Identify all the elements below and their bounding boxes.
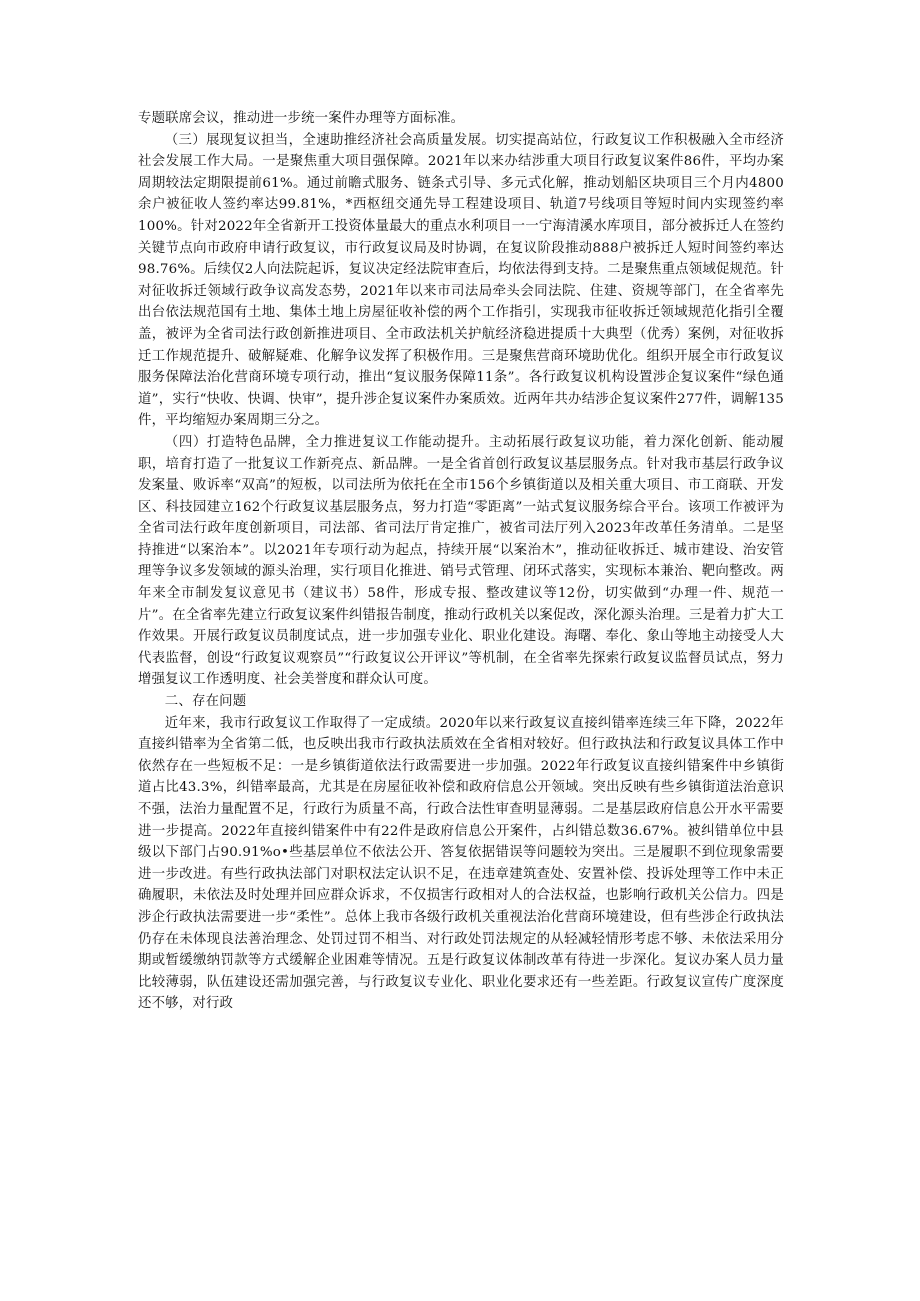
paragraph-continuation: 专题联席会议，推动进一步统一案件办理等方面标准。 (138, 111, 465, 126)
section-heading-existing-problems: 二、存在问题 (164, 694, 247, 710)
paragraph-section-3: （三）展现复议担当，全速助推经济社会高质量发展。切实提高站位，行政复议工作积极融入全市经济社会发展工作大局。一是聚焦重大项目强保障。2021年以来办结涉重大项目行政复议案件86件，平均办案周期较法定期限提前61%。通过前瞻式服务、链条式引导、多元式化解，推动划船区块项目三个月内4800余户被征收人签约率达99.81%，*西枢纽交通先导工程建设项目、轨道7号线项目等短时间内实现签约率100%。针对2022年全省新开工投资体量最大的重点水利项目一一宁海清溪水库项目，部分被拆迁人在签约关键节点向市政府申请行政复议，市行政复议局及时协调，在复议阶段推动888户被拆迁人短时间签约率达98.76%。后续仅2人向法院起诉，复议决定经法院审查后，均依法得到支持。二是聚焦重点领域促规范。针对征收拆迁领域行政争议高发态势，2021年以来市司法局牵头会同法院、住建、资规等部门，在全省率先出台依法规范国有土地、集体土地上房屋征收补偿的两个工作指引，实现我市征收拆迁领域规范化指引全覆盖，被评为全省司法行政创新推进项目、全市政法机关护航经济稳进提质十大典型（优秀）案例，对征收拆迁工作规范提升、破解疑难、化解争议发挥了积极作用。三是聚焦营商环境助优化。组织开展全市行政复议服务保障法治化营商环境专项行动，推出“复议服务保障11条”。各行政复议机构设置涉企复议案件“绿色通道”，实行“快收、快调、快审”，提升涉企复议案件办案质效。近两年共办结涉企复议案件277件，调解135件，平均缩短办案周期三分之。 (138, 132, 784, 429)
paragraph-section-4: （四）打造特色品牌，全力推进复议工作能动提升。主动拓展行政复议功能，着力深化创新、能动履职，培育打造了一批复议工作新亮点、新品牌。一是全省首创行政复议基层服务点。针对我市基层行政争议发案量、败诉率“双高”的短板，以司法所为依托在全市156个乡镇街道以及相关重大项目、市工商联、开发区、科技园建立162个行政复议基层服务点，努力打造“零距离”一站式复议服务综合平台。该项工作被评为全省司法行政年度创新项目，司法部、省司法厅肯定推广，被省司法厅列入2023年改革任务清单。二是坚持推进“以案治本”。以2021年专项行动为起点，持续开展“以案治木”，推动征收拆迁、城市建设、治安管理等争议多发领域的源头治理，实行项目化推进、销号式管理、闭环式落实，实现标本兼治、靶向整改。两年来全市制发复议意见书（建议书）58件，形成专报、整改建议等12份，切实做到“办理一件、规范一片”。在全省率先建立行政复议案件纠错报告制度，推动行政机关以案促改，深化源头治理。三是着力扩大工作效果。开展行政复议员制度试点，进一步加强专业化、职业化建设。海曙、奉化、象山等地主动接受人大代表监督，创设“行政复议观察员”“行政复议公开评议”等机制，在全省率先探索行政复议监督员试点，努力增强复议工作透明度、社会美誉度和群众认可度。 (138, 434, 784, 688)
document-page (138, 108, 784, 1015)
paragraph-problems: 近年来，我市行政复议工作取得了一定成绩。2020年以来行政复议直接纠错率连续三年下降，2022年直接纠错率为全省第二低，也反映出我市行政执法质效在全省相对较好。但行政执法和行政复议具体工作中依然存在一些短板不足：一是乡镇街道依法行政需要进一步加强。2022年行政复议直接纠错案件中乡镇街道占比43.3%，纠错率最高，尤其是在房屋征收补偿和政府信息公开领域。突出反映有些乡镇街道法治意识不强，法治力量配置不足，行政行为质量不高，行政合法性审查明显薄弱。二是基层政府信息公开水平需要进一步提高。2022年直接纠错案件中有22件是政府信息公开案件，占纠错总数36.67%。被纠错单位中县级以下部门占90.91%o•些基层单位不依法公开、答复依据错误等问题较为突出。三是履职不到位现象需要进一步改进。有些行政执法部门对职权法定认识不足，在违章建筑查处、安置补偿、投诉处理等工作中未正确履职，未依法及时处理并回应群众诉求，不仅损害行政相对人的合法权益，也影响行政机关公信力。四是涉企行政执法需要进一步“柔性”。总体上我市各级行政机关重视法治化营商环境建设，但有些涉企行政执法仍存在未体现良法善治理念、处罚过罚不相当、对行政处罚法规定的从轻减轻情形考虑不够、未依法采用分期或暂缓缴纳罚款等方式缓解企业困难等情况。五是行政复议体制改革有待进一步深化。复议办案人员力量比较薄弱，队伍建设还需加强完善，与行政复议专业化、职业化要求还有一些差距。行政复议宣传广度深度还不够，对行政 (138, 715, 784, 1012)
